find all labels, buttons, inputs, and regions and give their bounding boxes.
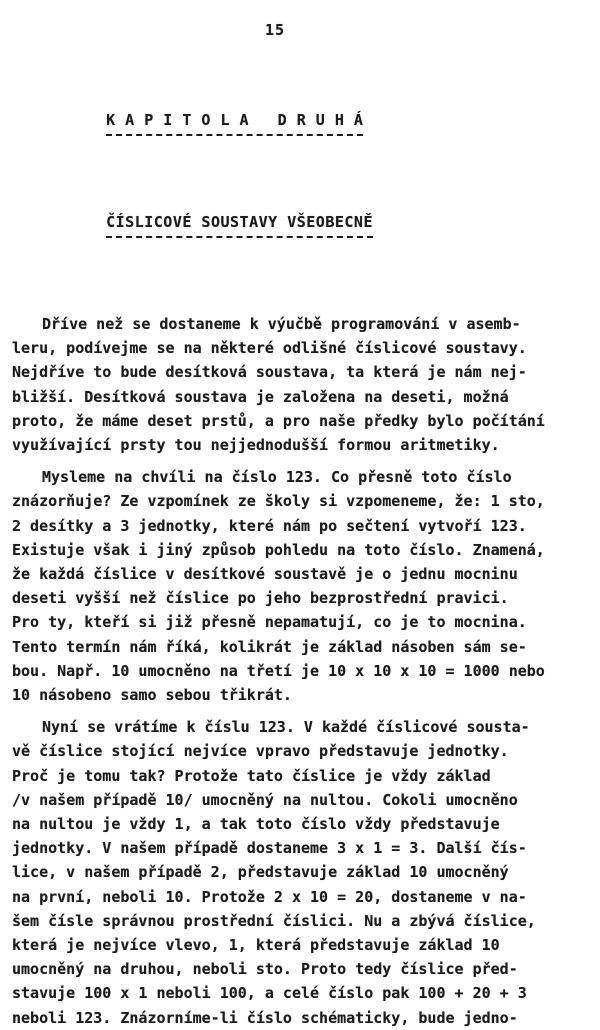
text-line: umocněný na druhou, neboli sto. Proto tedy číslice před- (12, 960, 518, 979)
text-line: proto, že máme deset prstů, a pro naše předky bylo počítání (12, 411, 545, 430)
text-line: využívající prsty tou nejjednodušší formou aritmetiky. (12, 436, 500, 455)
section-heading-text: ČÍSLICOVÉ SOUSTAVY VŠEOBECNĚ (106, 210, 373, 238)
text-line: Existuje však i jiný způsob pohledu na toto číslo. Znamená, (12, 540, 545, 559)
paragraph (12, 465, 582, 707)
text-line: bližší. Desítková soustava je založena na deseti, možná (12, 387, 509, 406)
text-line: na nultou je vždy 1, a tak toto číslo vždy představuje (12, 815, 500, 834)
text-line: Dříve než se dostaneme k výučbě programování v asemb- (42, 315, 521, 333)
text-line: znázorňuje? Ze vzpomínek ze školy si vzpomeneme, že: 1 sto, (12, 492, 545, 511)
text-line: /v našem případě 10/ umocněný na nultou. Cokoli umocněno (12, 790, 518, 809)
text-line: která je nejvíce vlevo, 1, která představuje základ 10 (12, 936, 500, 955)
text-line: lice, v našem případě 2, představuje základ 10 umocněný (12, 863, 509, 882)
text-line: na první, neboli 10. Protože 2 x 10 = 20, dostaneme v na- (12, 887, 527, 906)
text-line: šem čísle správnou prostřední číslici. Nu a zbývá číslice, (12, 911, 536, 930)
text-line: Nyní se vrátíme k číslu 123. V každé číslicové sousta- (42, 718, 530, 737)
text-line: Mysleme na chvíli na číslo 123. Co přesně toto číslo (42, 468, 512, 487)
paragraph (12, 312, 582, 457)
text-line: deseti vyšší než číslice po jeho bezprostřední pravici. (12, 589, 509, 608)
chapter-heading-text: K A P I T O L A D R U H Á (106, 108, 363, 136)
text-line: že každá číslice v desítkové soustavě je o jednu mocninu (12, 565, 518, 584)
text-line: leru, podívejme se na některé odlišné číslicové soustavy. (12, 339, 527, 358)
chapter-heading (70, 84, 582, 160)
page-number: 15 (265, 21, 286, 39)
text-line: vě číslice stojící nejvíce vpravo představuje jednotky. (12, 742, 509, 761)
paragraph (12, 715, 582, 1030)
text-line: Pro ty, kteří si již přesně nepamatují, co je to mocnina. (12, 613, 527, 632)
text-line: bou. Např. 10 umocněno na třetí je 10 x 10 x 10 = 1000 nebo (12, 661, 545, 680)
section-heading (70, 186, 582, 262)
text-line: Tento termín nám říká, kolikrát je základ násoben sám se- (12, 637, 527, 656)
body-text (12, 312, 582, 1030)
text-line: 10 násobeno samo sebou třikrát. (12, 686, 292, 705)
text-line: neboli 123. Znázorníme-li číslo schématicky, bude jedno- (12, 1008, 518, 1027)
text-line: Nejdříve to bude desítková soustava, ta která je nám nej- (12, 363, 527, 382)
text-line: stavuje 100 x 1 neboli 100, a celé číslo pak 100 + 20 + 3 (12, 984, 527, 1003)
text-line: Proč je tomu tak? Protože tato číslice je vždy základ (12, 766, 491, 785)
text-line: jednotky. V našem případě dostaneme 3 x 1 = 3. Další čís- (12, 839, 527, 858)
text-line: 2 desítky a 3 jednotky, které nám po sečtení vytvoří 123. (12, 516, 527, 535)
